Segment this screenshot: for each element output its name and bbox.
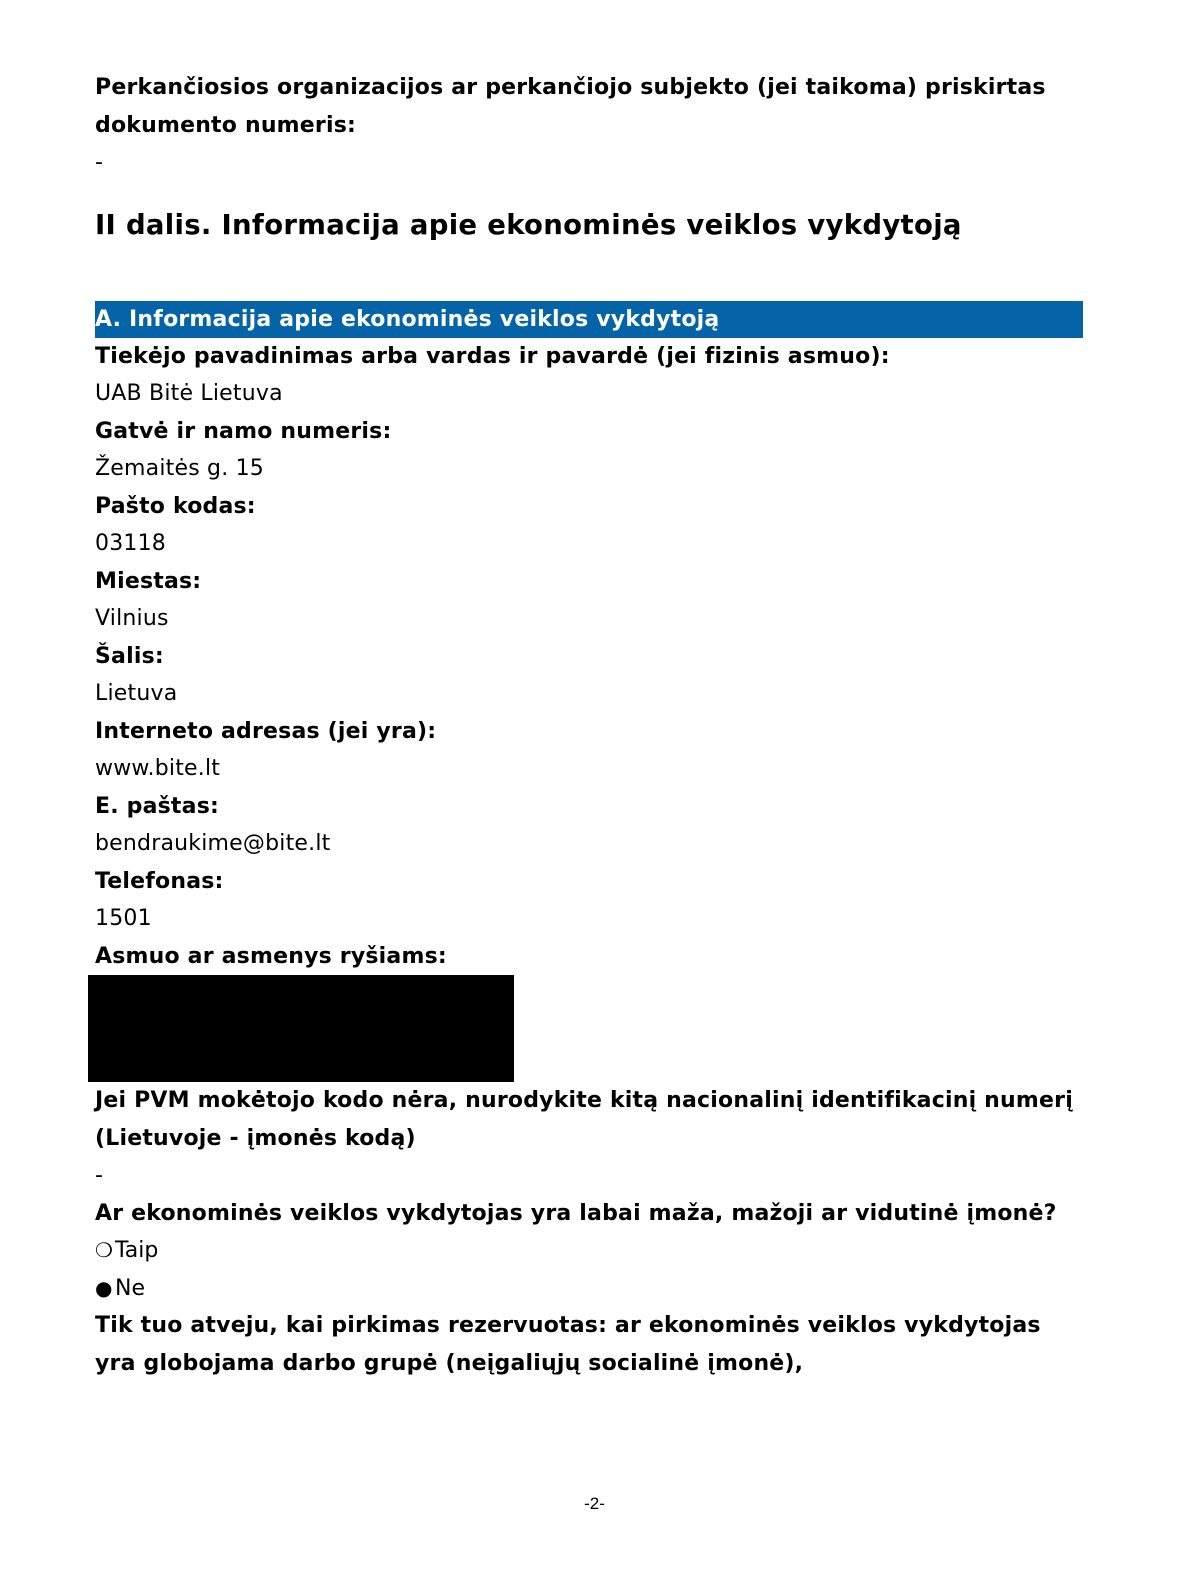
- field-value: www.bite.lt: [95, 756, 221, 781]
- postal-code-field: [95, 488, 1085, 563]
- city-field: [95, 563, 1085, 638]
- radio-filled-icon: ●: [95, 1275, 113, 1300]
- field-label: Gatvė ir namo numeris:: [95, 418, 392, 444]
- field-label: Pašto kodas:: [95, 493, 256, 519]
- field-value: UAB Bitė Lietuva: [95, 381, 283, 406]
- redacted-block: [88, 975, 514, 1082]
- field-value: 03118: [95, 531, 166, 556]
- field-label: Miestas:: [95, 568, 202, 594]
- page-number: -2-: [584, 1494, 605, 1513]
- field-value: 1501: [95, 906, 152, 931]
- contact-persons-label: Asmuo ar asmenys ryšiams:: [95, 943, 447, 969]
- section-a-header: A. Informacija apie ekonominės veiklos vykdytoją: [95, 301, 1083, 338]
- country-field: [95, 638, 1085, 713]
- street-field: [95, 413, 1085, 488]
- website-field: [95, 713, 1085, 788]
- field-label: Telefonas:: [95, 868, 224, 894]
- sme-question: Ar ekonominės veiklos vykdytojas yra labai maža, mažoji ar vidutinė įmonė?: [95, 1200, 1057, 1226]
- field-label: E. paštas:: [95, 793, 219, 819]
- field-value: Žemaitės g. 15: [95, 456, 264, 481]
- field-label: Šalis:: [95, 643, 164, 669]
- national-id-label: Jei PVM mokėtojo kodo nėra, nurodykite kitą nacionalinį identifikacinį numerį (Lietuvoje - įmonės kodą): [95, 1088, 1073, 1151]
- national-id-value: -: [95, 1163, 104, 1188]
- supplier-name-field: [95, 338, 1085, 413]
- radio-empty-icon: ❍: [95, 1238, 113, 1262]
- field-label: Interneto adresas (jei yra):: [95, 718, 437, 744]
- radio-label: Taip: [115, 1238, 159, 1263]
- sme-option-no[interactable]: [95, 1270, 1085, 1308]
- reserved-question: Tik tuo atveju, kai pirkimas rezervuotas: ar ekonominės veiklos vykdytojas yra globojama darbo grupė (neįgaliųjų socialinė įmonė),: [95, 1313, 1041, 1376]
- email-field: [95, 788, 1085, 863]
- doc-number-value: -: [95, 150, 104, 175]
- doc-number-label: Perkančiosios organizacijos ar perkančiojo subjekto (jei taikoma) priskirtas dokumento numeris:: [95, 75, 1046, 138]
- field-label: Tiekėjo pavadinimas arba vardas ir pavardė (jei fizinis asmuo):: [95, 343, 890, 369]
- field-value: Vilnius: [95, 606, 169, 631]
- radio-label: Ne: [115, 1275, 145, 1301]
- document-page: [95, 69, 1085, 1382]
- phone-field: [95, 863, 1085, 938]
- part-title: II dalis. Informacija apie ekonominės veiklos vykdytoją: [95, 208, 962, 241]
- field-value: Lietuva: [95, 681, 178, 706]
- field-value: bendraukime@bite.lt: [95, 831, 331, 856]
- sme-option-yes[interactable]: [95, 1232, 1085, 1270]
